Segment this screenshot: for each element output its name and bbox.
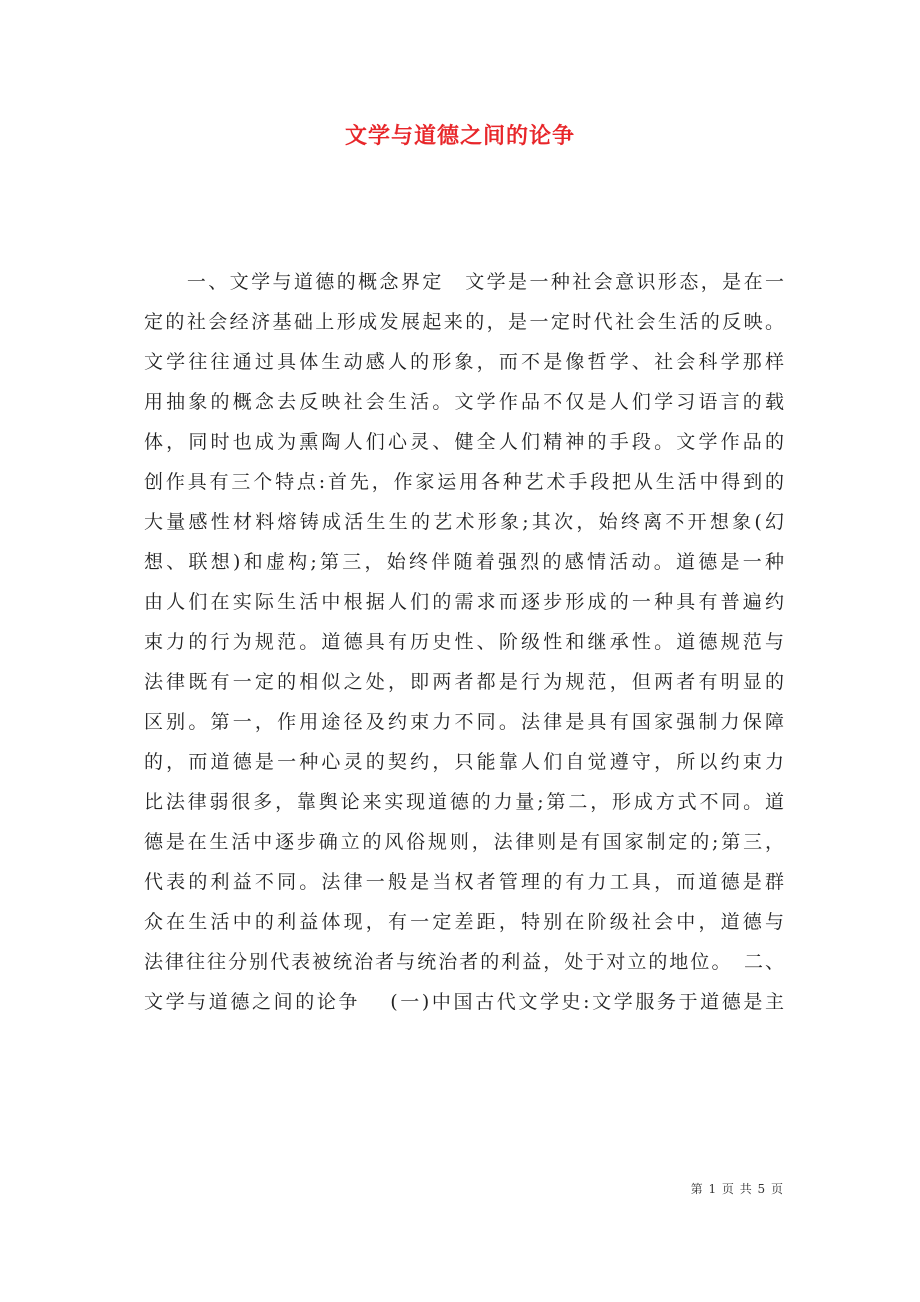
- body-line: 体，同时也成为熏陶人们心灵、健全人们精神的手段。文学作品的: [144, 431, 784, 453]
- body-line: 用抽象的概念去反映社会生活。文学作品不仅是人们学习语言的载: [144, 391, 784, 413]
- body-line: 一、文学与道德的概念界定 文学是一种社会意识形态，是在一: [144, 271, 784, 293]
- body-line: 法律既有一定的相似之处，即两者都是行为规范，但两者有明显的: [144, 671, 784, 693]
- body-line: 法律往往分别代表被统治者与统治者的利益，处于对立的地位。 二、: [144, 951, 784, 973]
- page-number-footer: 第 1 页 共 5 页: [690, 1182, 784, 1196]
- body-line: 想、联想)和虚构;第三，始终伴随着强烈的感情活动。道德是一种: [144, 551, 784, 573]
- body-line: 束力的行为规范。道德具有历史性、阶级性和继承性。道德规范与: [144, 631, 784, 653]
- body-line: 区别。第一，作用途径及约束力不同。法律是具有国家强制力保障: [144, 711, 784, 733]
- body-line: 由人们在实际生活中根据人们的需求而逐步形成的一种具有普遍约: [144, 591, 784, 613]
- body-line: 代表的利益不同。法律一般是当权者管理的有力工具，而道德是群: [144, 871, 784, 893]
- body-line: 众在生活中的利益体现，有一定差距，特别在阶级社会中，道德与: [144, 911, 784, 933]
- body-line: 比法律弱很多，靠舆论来实现道德的力量;第二，形成方式不同。道: [144, 791, 784, 813]
- body-line: 德是在生活中逐步确立的风俗规则，法律则是有国家制定的;第三，: [144, 831, 784, 853]
- document-body: [144, 262, 784, 1022]
- body-line: 定的社会经济基础上形成发展起来的，是一定时代社会生活的反映。: [144, 311, 784, 333]
- body-line: 文学往往通过具体生动感人的形象，而不是像哲学、社会科学那样: [144, 351, 784, 373]
- body-line: 文学与道德之间的论争 (一)中国古代文学史:文学服务于道德是主: [144, 991, 784, 1013]
- document-title: 文学与道德之间的论争: [344, 123, 575, 149]
- body-line: 创作具有三个特点:首先，作家运用各种艺术手段把从生活中得到的: [144, 471, 784, 493]
- body-line: 大量感性材料熔铸成活生生的艺术形象;其次，始终离不开想象(幻: [144, 511, 784, 533]
- body-line: 的，而道德是一种心灵的契约，只能靠人们自觉遵守，所以约束力: [144, 751, 784, 773]
